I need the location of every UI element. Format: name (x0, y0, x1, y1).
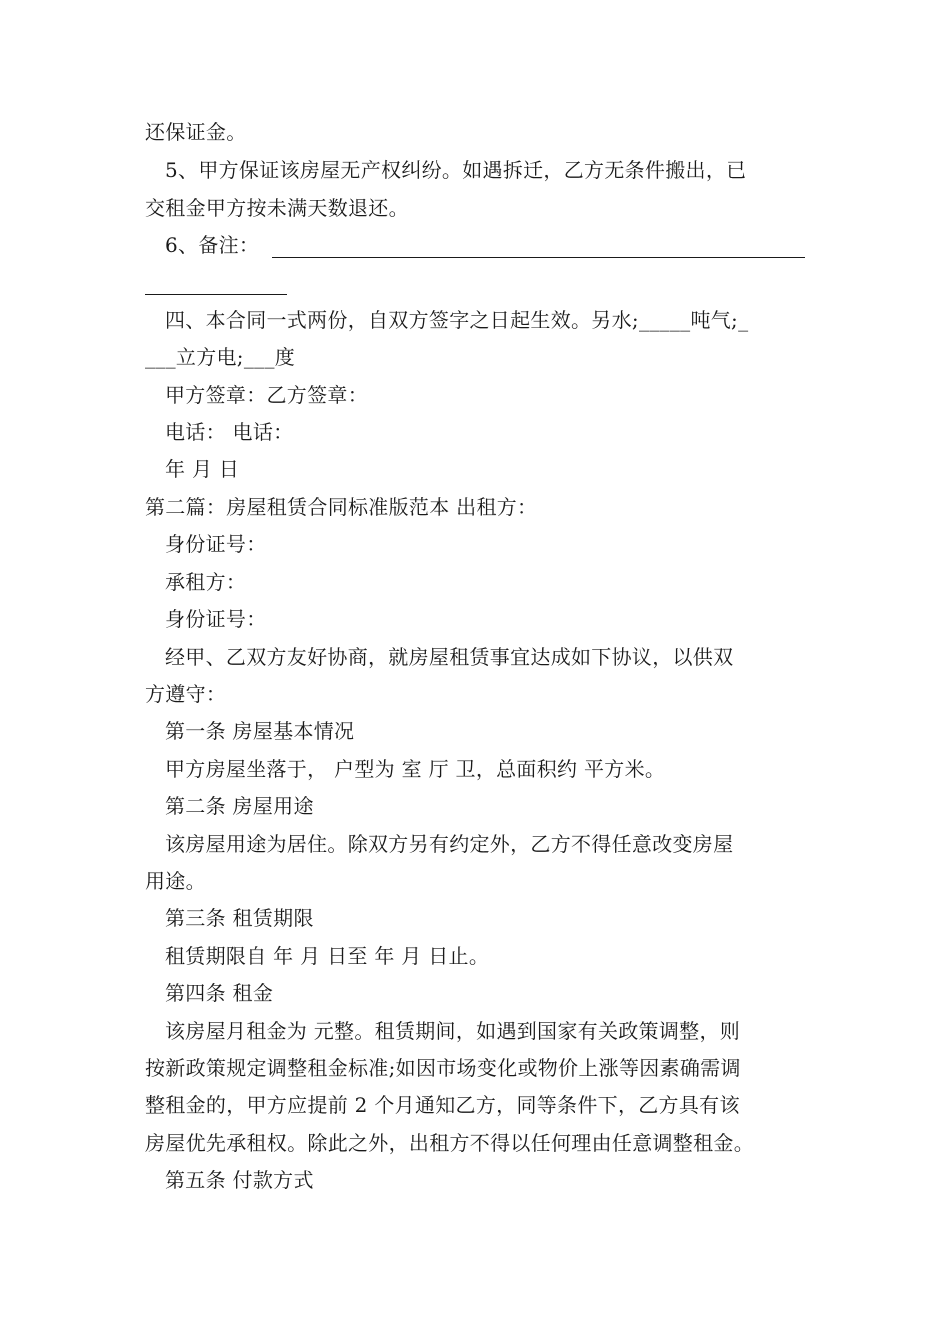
text-line: 房屋优先承租权。除此之外，出租方不得以任何理由任意调整租金。 (145, 1131, 754, 1155)
text-line: 整租金的，甲方应提前 2 个月通知乙方，同等条件下，乙方具有该 (145, 1093, 740, 1117)
text-line: 6、备注： (165, 233, 260, 257)
text-line: 用途。 (145, 869, 206, 893)
section-heading: 第二篇：房屋租赁合同标准版范本 出租方： (145, 495, 538, 519)
text-line: 甲方房屋坐落于， 户型为 室 厅 卫，总面积约 平方米。 (165, 757, 666, 781)
text-line: 承租方： (165, 570, 247, 594)
article-heading: 第一条 房屋基本情况 (165, 719, 355, 743)
text-line: 身份证号： (165, 532, 267, 556)
article-heading: 第二条 房屋用途 (165, 794, 314, 818)
text-line: 还保证金。 (145, 120, 247, 144)
article-heading: 第三条 租赁期限 (165, 906, 314, 930)
text-line: 甲方签章：乙方签章： (165, 383, 368, 407)
text-line: ___立方电;___度 (145, 345, 296, 369)
remarks-blank-line (272, 257, 805, 258)
text-line: 方遵守： (145, 682, 227, 706)
text-line: 按新政策规定调整租金标准;如因市场变化或物价上涨等因素确需调 (145, 1056, 741, 1080)
article-heading: 第五条 付款方式 (165, 1168, 314, 1192)
text-line: 该房屋用途为居住。除双方另有约定外，乙方不得任意改变房屋 (165, 832, 734, 856)
text-line: 身份证号： (165, 607, 267, 631)
text-line: 年 月 日 (165, 457, 240, 481)
text-line: 该房屋月租金为 元整。租赁期间，如遇到国家有关政策调整，则 (165, 1019, 741, 1043)
text-line: 电话： 电话： (165, 420, 294, 444)
text-line: 5、甲方保证该房屋无产权纠纷。如遇拆迁，乙方无条件搬出，已 (165, 158, 747, 182)
text-line: 四、本合同一式两份，自双方签字之日起生效。另水;_____吨气;_ (165, 308, 749, 332)
text-line: 经甲、乙双方友好协商，就房屋租赁事宜达成如下协议，以供双 (165, 645, 734, 669)
text-line: 交租金甲方按未满天数退还。 (145, 196, 409, 220)
text-line: 租赁期限自 年 月 日至 年 月 日止。 (165, 944, 490, 968)
remarks-blank-line-continued (145, 294, 287, 295)
article-heading: 第四条 租金 (165, 981, 274, 1005)
